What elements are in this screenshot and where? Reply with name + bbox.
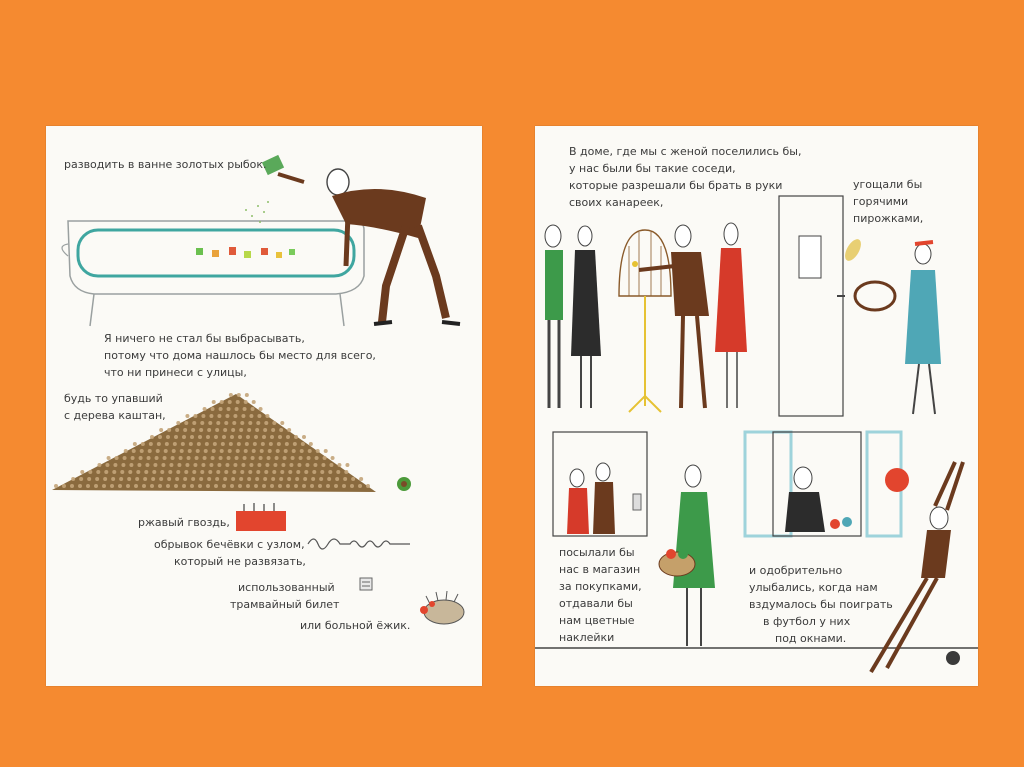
hedgehog-illustration [420,591,464,624]
nail-box-illustration [236,503,286,531]
text-line: с дерева каштан, [64,409,166,422]
text-line: нас в магазин [559,563,641,576]
right-book-page [535,126,978,686]
text-line: своих канареек, [569,196,664,209]
text-line: угощали бы [853,178,923,191]
text-line: вздумалось бы поиграть [749,598,893,611]
text-line: разводить в ванне золотых рыбок. [64,158,267,171]
text-line: у нас были бы такие соседи, [569,162,736,175]
text-line: потому что дома нашлось бы место для всего, [104,349,376,362]
text-line: в футбол у них [763,615,851,628]
text-line: будь то упавший [64,392,163,405]
text-line: наклейки [559,631,615,644]
text-line: под окнами. [775,632,847,645]
text-line: пирожками, [853,212,924,225]
text-line: посылали бы [559,546,635,559]
text-line: что ни принеси с улицы, [104,366,247,379]
text-line: В доме, где мы с женой поселились бы, [569,145,802,158]
text-line: ржавый гвоздь, [138,516,230,529]
text-line: использованный [238,581,335,594]
football-player-illustration [871,462,963,672]
text-line: трамвайный билет [230,598,340,611]
tram-ticket-illustration [360,578,372,590]
text-line: или больной ёжик. [300,619,411,632]
text-line: обрывок бечёвки с узлом, [154,538,305,551]
text-line: отдавали бы [559,597,633,610]
window-grandma-illustration [745,432,901,536]
text-line: Я ничего не стал бы выбрасывать, [104,332,305,345]
text-line: который не развязать, [174,555,306,568]
text-line: которые разрешали бы брать в руки [569,179,783,192]
text-line: и одобрительно [749,564,843,577]
goldfish-row [196,247,295,258]
bathtub-illustration [62,201,364,326]
neighbors-birdcage-illustration [545,223,747,412]
text-line: улыбались, когда нам [749,581,878,594]
text-line: горячими [853,195,909,208]
string-knot-illustration [308,539,410,549]
text-line: за покупками, [559,580,642,593]
man-bending-illustration [262,155,460,324]
left-book-page [46,126,482,686]
door-neighbor-illustration [779,196,941,416]
text-line: нам цветные [559,614,635,627]
